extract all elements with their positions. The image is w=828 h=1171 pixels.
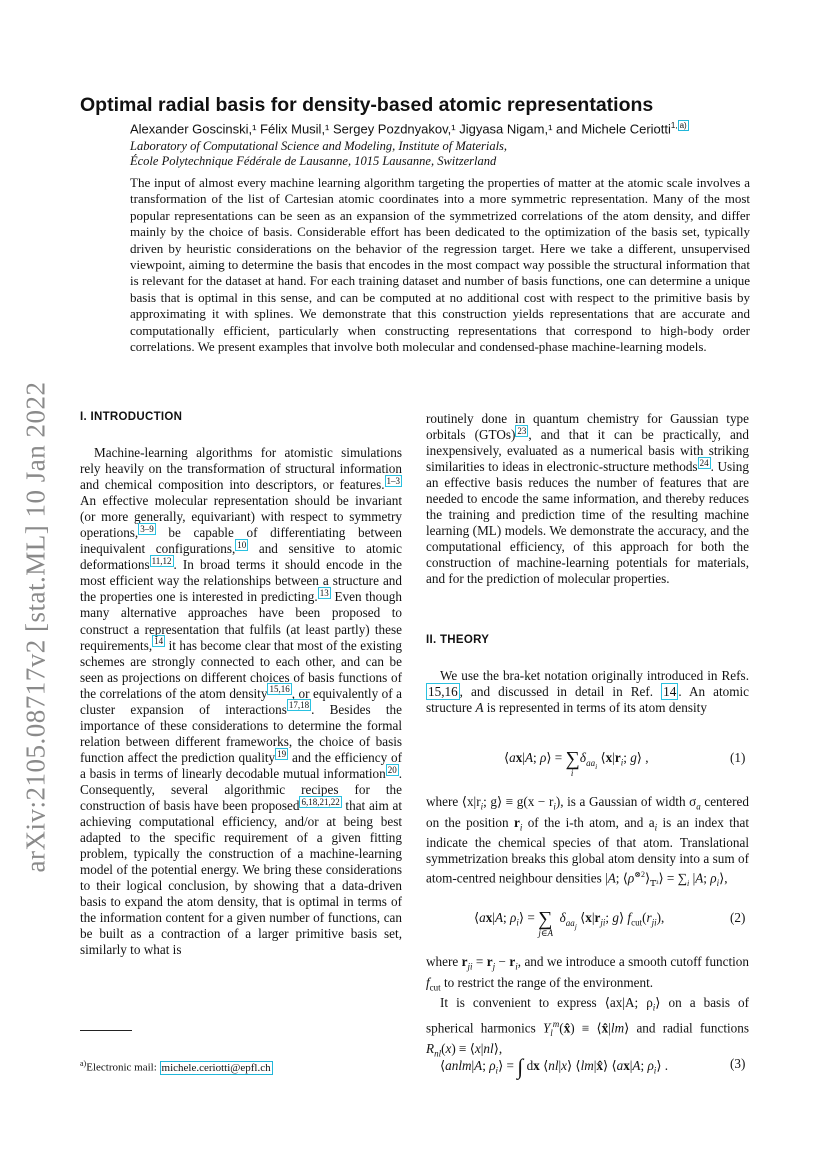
citation-link[interactable]: 6,18,21,22 [301,796,340,807]
footnote-divider [80,1030,132,1031]
footnote-link[interactable]: a) [679,121,687,130]
equation-1: ⟨ax|A; ρ⟩ = $\sum_i$ $\delta_{aa_i}$ $⟨x|r_i$; g⟩ , [504,748,649,778]
citation-link[interactable]: 17,18 [288,700,310,711]
citation-link[interactable]: 15,16 [428,684,458,700]
footnote: $^{a)}$Electronic mail: michele.ceriotti@epfl.ch [80,1059,271,1074]
abstract: The input of almost every machine learning algorithm targeting the properties of matter at the atomic scale involves a transformation of the list of Cartesian atomic coordinates into a more symmetric representation. Many of the most popular representations can be seen as an expansion of the symmetrized correlations of the atom density, and differ mainly by the choice of basis. Considerable effort has been dedicated to the optimization of the basis set, typically driven by heuristic considerations on the behavior of the regression target. Here we take a different, unsupervised viewpoint, aiming to determine the basis that encodes in the most compact way possible the structural information that is relevant for the dataset at hand. For each training dataset and number of basis functions, one can determine a unique basis that is optimal in this sense, and can be computed at no additional cost with respect to the primitive basis by approximating it with splines. We demonstrate that this construction yields representations that are accurate and computationally efficient, particularly when constructing representations that correspond to high-body order correlations. We present examples that involve both molecular and condensed-phase machine-learning models. [130,175,750,355]
citation-link[interactable]: 19 [277,748,287,759]
citation-link[interactable]: 15,16 [269,684,290,695]
affiliation-line-2: École Polytechnique Fédérale de Lausanne, 1015 Lausanne, Switzerland [130,154,497,168]
citation-link[interactable]: 13 [319,588,329,599]
theory-paragraph-3: where $r_{ji} = r_j - r_i$, and we introduce a smooth cutoff function $f_{cut}$ to restrict the range of the environment. It is convenient to express ⟨ax|A; $\rho_i⟩$ on a basis of spherical harmonics $Y_l^m(x̂)$ ≡ ⟨x̂|lm⟩ and radial functions $R_{nl}(x)$ ≡ ⟨x|nl⟩, [426,954,750,1059]
citation-link[interactable]: 1–3 [386,475,400,486]
intro-body-continued: routinely done in quantum chemistry for Gaussian type orbitals (GTOs) $^{23}$ , and that it can be practically, and inexpensively, evaluated as a numerical basis with striking similarities to ideas in electronic-structure methods $^{24}$ . Using an effective basis reduces the number of features that are needed to encode the same information, and thereby reduces the training and prediction time of the resulting machine learning (ML) models. We demonstrate the accuracy, and the computational efficiency, of this approach for both the construction of machine-learning potentials for materials, and for the prediction of molecular properties. [426,411,749,587]
email-link[interactable]: michele.ceriotti@epfl.ch [161,1061,271,1074]
affiliation-line-1: Laboratory of Computational Science and Modeling, Institute of Materials, [130,139,508,153]
citation-link[interactable]: 23 [517,425,527,436]
citation-link[interactable]: 14 [663,684,677,700]
citation-link[interactable]: 14 [154,636,164,647]
intro-body: Machine-learning algorithms for atomistic simulations rely heavily on the transformation of structural information and chemical composition into descriptors, or features. $^{1-3}$ An effective molecular representation should be invariant (or more generally, equivariant) with respect to symmetry operations, $^{3-9}$ be capable of differentiating between inequivalent configurations, $^{10}$ and sensitive to atomic deformations $^{11,12}$ . In broad terms it should encode in the most efficient way the relationships between a structure and the properties one is interested in predicting. $^{13}$ Even though many alternative approaches have been proposed to construct a representation that fulfils (at least partly) these requirements, $^{14}$ it has become clear that most of the existing schemes are strongly connected to each other, and can be seen as projections on different choices of basis functions of the correlations of the atom density $^{15,16}$ , or equivalently of a cluster expansion of interactions $^{17,18}$ . Besides the importance of these considerations to determine the formal relation between different frameworks, the choice of basis function affect the prediction quality $^{19}$ and the efficiency of a basis in terms of linearly decodable mutual information $^{20}$ . Consequently, several algorithmic recipes for the construction of basis have been proposed $^{6,18,21,22}$ that aim at achieving computational efficiency, and/or at being best adapted to the specific requirement of a given fitting problem, typically the construction of a machine-learning model of the potential energy. We bring these considerations to their logical conclusion, by showing that a data-driven basis to expand the atom density, that is optimal in terms of the information content for a given number of functions, can be built as a contraction of a larger primitive basis set, similarly to what is [80,445,402,958]
equation-number-2: (2) [730,910,746,925]
equation-3: ⟨anlm|A; $\rho_i⟩$ = ∫ dx ⟨nl|x⟩ ⟨lm|x̂⟩ ⟨ax|A; $\rho_i⟩$ . [440,1054,669,1079]
citation-link[interactable]: 10 [237,539,247,550]
author-list: Alexander Goscinski,¹ Félix Musil,¹ Sergey Pozdnyakov,¹ Jigyasa Nigam,¹ and Michele Ceriotti$^{1,}$ $^{a)}$ [130,121,687,137]
paper-title: Optimal radial basis for density-based atomic representations [80,94,654,116]
citation-link[interactable]: 11,12 [151,555,172,566]
equation-number-1: (1) [730,750,746,765]
citation-link[interactable]: 20 [387,764,397,775]
arxiv-stamp: arXiv:2105.08717v2 [stat.ML] 10 Jan 2022 [20,381,51,873]
theory-paragraph-1: We use the bra-ket notation originally introduced in Refs. 15,16 , and discussed in detail in Ref. 14 . An atomic structure A is represented in terms of its atom density [426,668,750,716]
equation-number-3: (3) [730,1056,746,1071]
equation-2: ⟨ax|A; $\rho_i⟩ = \sum_{j\in A}$ $\delta_{aa_j}$ $⟨x|r_{ji}$; g⟩ $f_{cut}(r_{ji})$, [474,908,665,938]
theory-paragraph-2: where $⟨x|r_i$; g⟩ ≡ $g(x - r_i)$, is a Gaussian of width $\sigma_a$ centered on the position $r_i$ of the i-th atom, and $a_i$ is an index that indicate the chemical species of that atom. Translational symmetrization breaks this global atom density into a sum of atom-centred neighbour densities |A; $⟨\rho^{\otimes 2}⟩_{𝕋^3}⟩ = \sum_i$ |A; $\rho_i⟩$, [426,794,750,889]
section-heading-theory: II. THEORY [426,634,490,646]
citation-link[interactable]: 24 [699,457,709,468]
section-heading-introduction: I. INTRODUCTION [80,411,183,423]
citation-link[interactable]: 3–9 [140,523,154,534]
